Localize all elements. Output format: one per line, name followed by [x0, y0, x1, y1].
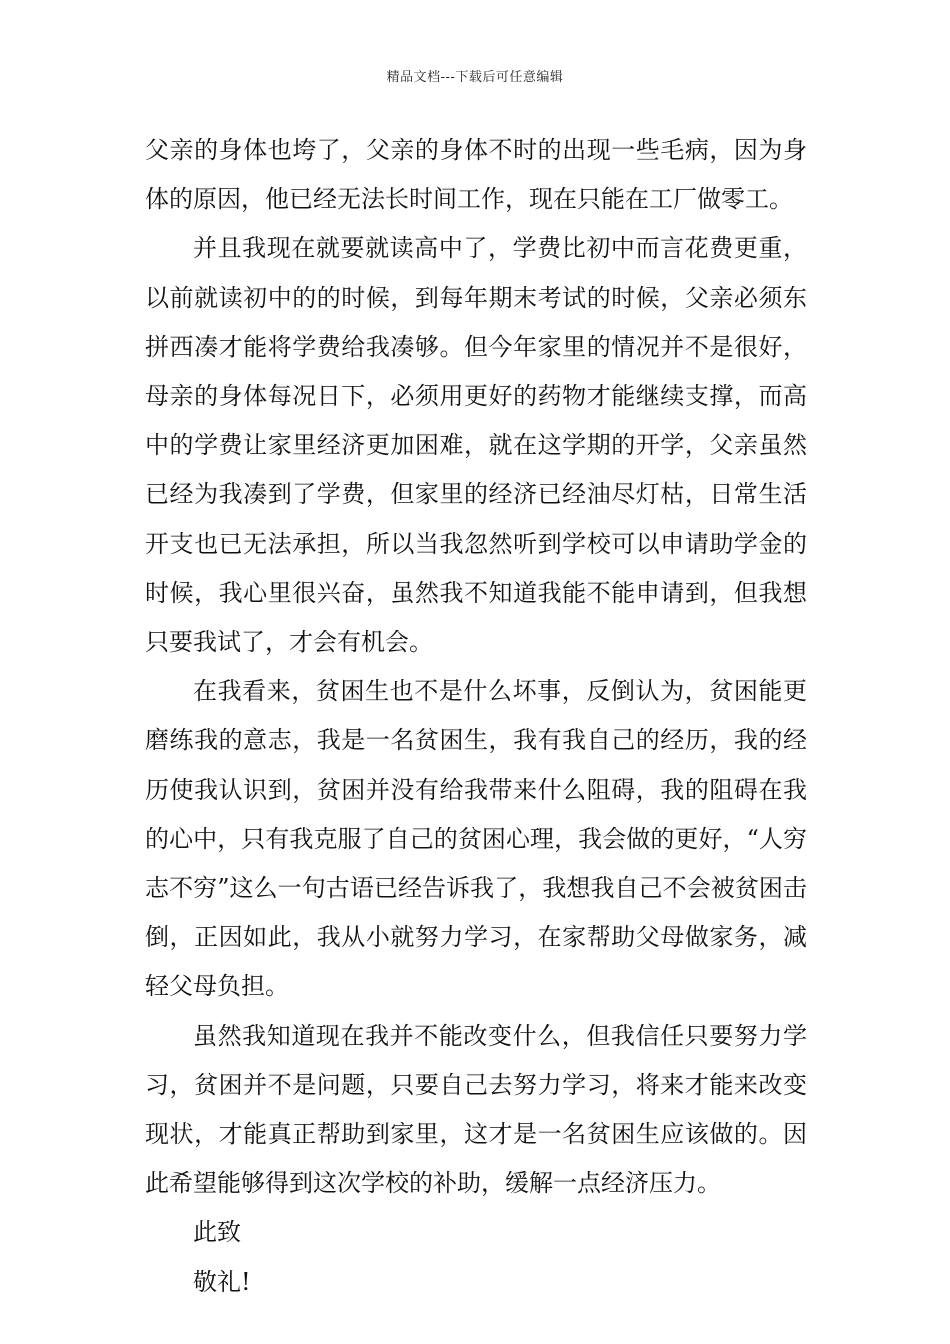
closing-regards: 敬礼!	[193, 1267, 251, 1296]
closing-salutation: 此致	[193, 1218, 241, 1247]
paragraph-3: 在我看来，贫困生也不是什么坏事，反倒认为，贫困能更磨练我的意志，我是一名贫困生，我有我自己的经历，我的经历使我认识到，贫困并没有给我带来什么阻碍，我的阻碍在我的心中，只有我克服了自己的贫困心理，我会做的更好，“人穷志不穷”这么一句古语已经告诉我了，我想我自己不会被贫困击倒，正因如此，我从小就努力学习，在家帮助父母做家务，减轻父母负担。	[145, 677, 807, 1001]
paragraph-1: 父亲的身体也垮了，父亲的身体不时的出现一些毛病，因为身体的原因，他已经无法长时间工作，现在只能在工厂做零工。	[145, 136, 807, 214]
paragraph-4: 虽然我知道现在我并不能改变什么，但我信任只要努力学习，贫困并不是问题，只要自己去努力学习，将来才能来改变现状，才能真正帮助到家里，这才是一名贫困生应该做的。因此希望能够得到这次学校的补助，缓解一点经济压力。	[145, 1021, 807, 1198]
document-body	[145, 126, 807, 1307]
paragraph-2: 并且我现在就要就读高中了，学费比初中而言花费更重，以前就读初中的的时候，到每年期末考试的时候，父亲必须东拼西凑才能将学费给我凑够。但今年家里的情况并不是很好，母亲的身体每况日下，必须用更好的药物才能继续支撑，而高中的学费让家里经济更加困难，就在这学期的开学，父亲虽然已经为我凑到了学费，但家里的经济已经油尽灯枯，日常生活开支也已无法承担，所以当我忽然听到学校可以申请助学金的时候，我心里很兴奋，虽然我不知道我能不能申请到，但我想只要我试了，才会有机会。	[145, 234, 807, 657]
header-note: 精品文档---下载后可任意编辑	[386, 70, 564, 85]
